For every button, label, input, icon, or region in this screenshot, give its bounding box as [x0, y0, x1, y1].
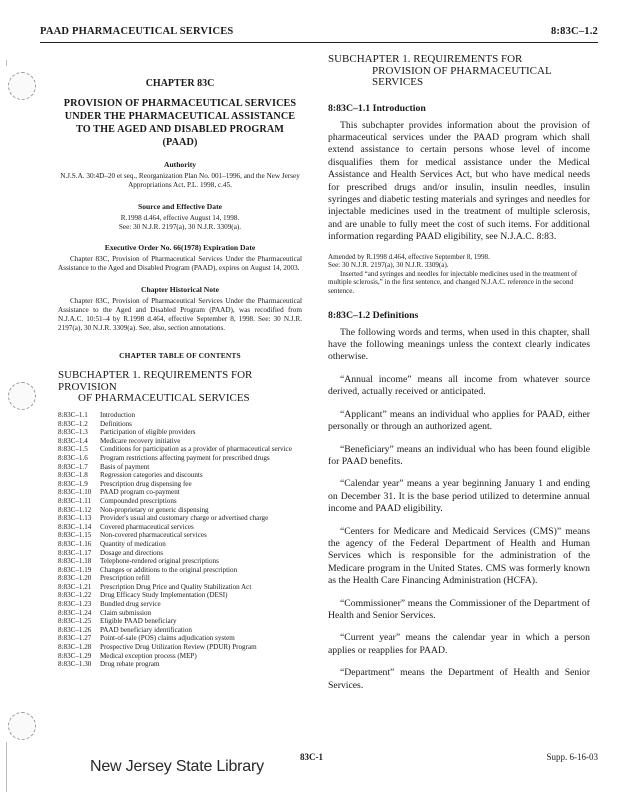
toc-item-title: Medicare recovery initiative: [100, 436, 181, 445]
toc-item: [58, 549, 302, 558]
toc-item: [58, 574, 302, 583]
toc-item-number: 8:83C–1.7: [58, 462, 88, 471]
toc-item: [58, 531, 302, 540]
toc-item-title: Drug Efficacy Study Implementation (DESI): [100, 591, 228, 600]
toc-item: [58, 488, 302, 497]
punch-hole-icon: [8, 72, 36, 100]
toc-item: [58, 437, 302, 446]
toc-item-title: Participation of eligible providers: [100, 428, 196, 437]
toc-item-title: Medical exception process (MEP): [100, 651, 197, 660]
toc-item-number: 8:83C–1.23: [58, 600, 92, 609]
toc-item-number: 8:83C–1.10: [58, 488, 92, 497]
punch-hole-icon: [8, 712, 36, 740]
toc-item: [58, 420, 302, 429]
source-line: R.1998 d.464, effective August 14, 1998.: [120, 213, 240, 222]
executive-order-heading: Executive Order No. 66(1978) Expiration Date: [104, 243, 256, 253]
toc-item-number: 8:83C–1.24: [58, 608, 92, 617]
definition-paragraph: “Beneficiary” means an individual who has been found eligible for PAAD benefits.: [328, 443, 590, 467]
header-title: PAAD PHARMACEUTICAL SERVICES: [40, 26, 234, 37]
toc-item-title: Eligible PAAD beneficiary: [100, 617, 177, 626]
toc-item: [58, 523, 302, 532]
toc-item-number: 8:83C–1.13: [58, 514, 92, 523]
toc-item-title: Compounded prescriptions: [100, 496, 177, 505]
authority-text: N.J.S.A. 30:4D–20 et seq., Reorganization Plan No. 001–1996, and the New Jersey Appropriations Act, P.L. 1998, c.45.: [60, 172, 300, 190]
toc-item-number: 8:83C–1.25: [58, 617, 92, 626]
toc-item-number: 8:83C–1.18: [58, 557, 92, 566]
history-heading: Chapter Historical Note: [141, 284, 219, 294]
toc-item: [58, 566, 302, 575]
toc-subchapter-line: SUBCHAPTER 1. REQUIREMENTS FOR PROVISION: [58, 369, 253, 393]
executive-order-text: Chapter 83C, Provision of Pharmaceutical Services Under the Pharmaceutical Assistance to the Aged and Disabled Program (PAAD), expires on August 14, 2003.: [58, 255, 302, 273]
toc-item: [58, 609, 302, 618]
toc-item-title: Point-of-sale (POS) claims adjudication system: [100, 634, 235, 643]
toc-subchapter-line: OF PHARMACEUTICAL SERVICES: [78, 392, 250, 405]
toc-item-title: Conditions for participation as a provider of pharmaceutical service: [100, 445, 292, 454]
toc-item-number: 8:83C–1.28: [58, 643, 92, 652]
toc-item-title: Prescription Drug Price and Quality Stabilization Act: [100, 582, 252, 591]
toc-item-number: 8:83C–1.20: [58, 574, 92, 583]
supplement-date: Supp. 6-16-03: [546, 752, 598, 762]
toc-item-number: 8:83C–1.5: [58, 445, 88, 454]
toc-item: [58, 463, 302, 472]
definition-paragraph: “Applicant” means an individual who applies for PAAD, either personally or through an authorized agent.: [328, 408, 590, 433]
toc-item-number: 8:83C–1.12: [58, 505, 92, 514]
toc-item-number: 8:83C–1.1: [58, 411, 88, 420]
toc-item: [58, 660, 302, 669]
toc-item-title: Telephone-rendered original prescriptions: [100, 557, 219, 566]
toc-item-title: Introduction: [100, 411, 136, 420]
right-column: [328, 54, 590, 692]
toc-item-number: 8:83C–1.2: [58, 419, 88, 428]
toc-item: [58, 411, 302, 420]
toc-item-title: Prospective Drug Utilization Review (PDUR) Program: [100, 643, 257, 652]
history-text: Chapter 83C, Provision of Pharmaceutical Services Under the Pharmaceutical Assistance to the Aged and Disabled Program (PAAD), was recodified from N.J.A.C. 10:51–4 by R.1998 d.464, effective September 8, 1998. See: 30 N.J.R. 2197(a), 30 N.J.R. 3309(a). See, also, section annotations.: [58, 296, 302, 333]
definition-paragraph: “Annual income” means all income from whatever source derived, actually received or anticipated.: [328, 373, 590, 398]
toc-item: [58, 626, 302, 635]
section-heading-definitions: 8:83C–1.2 Definitions: [328, 309, 419, 321]
definitions-list: [328, 374, 590, 692]
toc-item-number: 8:83C–1.19: [58, 565, 92, 574]
definitions-intro: The following words and terms, when used in this chapter, shall have the following meanings unless the context clearly indicates otherwise.: [328, 326, 590, 363]
toc-item-title: Non-covered pharmaceutical services: [100, 531, 207, 540]
toc-item-number: 8:83C–1.16: [58, 539, 92, 548]
toc-item: [58, 428, 302, 437]
toc-item-number: 8:83C–1.17: [58, 548, 92, 557]
toc-item: [58, 471, 302, 480]
toc-item-number: 8:83C–1.6: [58, 453, 88, 462]
toc-item: [58, 583, 302, 592]
amendment-line: Amended by R.1998 d.464, effective September 8, 1998.: [328, 252, 490, 261]
toc-item-number: 8:83C–1.30: [58, 660, 92, 669]
toc-item-number: 8:83C–1.14: [58, 522, 92, 531]
toc-item-title: Regression categories and discounts: [100, 471, 203, 480]
toc-item-number: 8:83C–1.15: [58, 531, 92, 540]
toc-item-title: Definitions: [100, 419, 132, 428]
toc-subchapter-title: [58, 370, 302, 405]
header-section-number: 8:83C–1.2: [550, 26, 598, 37]
toc-item-title: Covered pharmaceutical services: [100, 522, 194, 531]
toc-item-title: Changes or additions to the original prescription: [100, 565, 238, 574]
subchapter-line: SUBCHAPTER 1. REQUIREMENTS FOR: [328, 53, 523, 65]
toc-item-number: 8:83C–1.26: [58, 625, 92, 634]
toc-list: [58, 411, 302, 669]
toc-item: [58, 454, 302, 463]
left-column: [58, 54, 302, 669]
toc-item-number: 8:83C–1.22: [58, 591, 92, 600]
toc-item: [58, 591, 302, 600]
amendment-note: [328, 253, 590, 296]
toc-item-number: 8:83C–1.3: [58, 428, 88, 437]
definition-paragraph: “Current year” means the calendar year in which a person applies or reapplies for PAAD.: [328, 632, 590, 656]
toc-item-number: 8:83C–1.21: [58, 582, 92, 591]
toc-item-number: 8:83C–1.4: [58, 436, 88, 445]
toc-item: [58, 506, 302, 515]
toc-item-title: Non-proprietary or generic dispensing: [100, 505, 209, 514]
amendment-line: Inserted “and syringes and needles for injectable medicines used in the treatment of multiple sclerosis,” in the first sentence, and changed N.J.A.C. reference in the second sentence.: [328, 269, 578, 296]
toc-item-title: Quantity of medication: [100, 539, 166, 548]
definition-paragraph: “Calendar year” means a year beginning January 1 and ending on December 31. It is the base period utilized to determine annual income and PAAD eligibility.: [328, 478, 590, 515]
toc-heading: CHAPTER TABLE OF CONTENTS: [119, 351, 241, 361]
section-heading-introduction: 8:83C–1.1 Introduction: [328, 102, 426, 114]
header-rule: [40, 42, 598, 43]
subchapter-line: SERVICES: [372, 76, 424, 89]
toc-item: [58, 652, 302, 661]
toc-item: [58, 497, 302, 506]
toc-item-number: 8:83C–1.11: [58, 496, 92, 505]
toc-item: [58, 445, 302, 454]
toc-item-title: PAAD program co-payment: [100, 488, 180, 497]
toc-item: [58, 617, 302, 626]
library-watermark: New Jersey State Library: [90, 758, 264, 775]
authority-heading: Authority: [163, 160, 197, 170]
toc-item-title: Program restrictions affecting payment for prescribed drugs: [100, 453, 270, 462]
chapter-label: CHAPTER 83C: [145, 78, 215, 89]
toc-item-title: Prescription drug dispensing fee: [100, 479, 192, 488]
introduction-text: This subchapter provides information about the provision of pharmaceutical services under the PAAD program which shall extend assistance to certain persons whose level of income disqualifies them for medical assistance under the Medical Assistance and Health Services Act, but who have medical needs for prescribed drugs and/or insulin, insulin needles, insulin syringes and diabetic testing materials and syringes and needles for injectable medicines used in the treatment of multiple sclerosis, and are unable to fully meet the cost of such items. For additional information regarding PAAD eligibility, see N.J.A.C. 8:83.: [328, 119, 590, 243]
toc-item: [58, 480, 302, 489]
source-line: See: 30 N.J.R. 2197(a), 30 N.J.R. 3309(a).: [118, 222, 242, 231]
subchapter-line: PROVISION OF PHARMACEUTICAL: [372, 64, 552, 77]
toc-item-title: Prescription refill: [100, 574, 150, 583]
toc-item: [58, 600, 302, 609]
toc-item-number: 8:83C–1.8: [58, 471, 88, 480]
toc-item: [58, 540, 302, 549]
punch-hole-icon: [8, 382, 36, 410]
amendment-line: See: 30 N.J.R. 2197(a), 30 N.J.R. 3309(a).: [328, 261, 449, 270]
definition-paragraph: “Commissioner” means the Commissioner of the Department of Health and Senior Services.: [328, 597, 590, 621]
toc-item-title: Basis of payment: [100, 462, 150, 471]
definition-paragraph: “Centers for Medicare and Medicaid Services (CMS)” means the agency of the Federal Department of Health and Human Services which is responsible for the administration of the Medicare program in the United States. CMS was formerly known as the Health Care Financing Administration (HCFA).: [328, 525, 590, 587]
toc-item-title: Drug rebate program: [100, 660, 160, 669]
definition-paragraph: “Department” means the Department of Health and Senior Services.: [328, 667, 590, 691]
toc-item-title: Provider's usual and customary charge or advertised charge: [100, 514, 269, 523]
toc-item-title: Claim submission: [100, 608, 152, 617]
toc-item-title: PAAD beneficiary identification: [100, 625, 192, 634]
toc-item-title: Dosage and directions: [100, 548, 164, 557]
toc-item-number: 8:83C–1.27: [58, 634, 92, 643]
running-header: [40, 26, 598, 42]
chapter-title: PROVISION OF PHARMACEUTICAL SERVICES UNDER THE PHARMACEUTICAL ASSISTANCE TO THE AGED AND DISABLED PROGRAM (PAAD): [63, 98, 297, 149]
page-number: 83C-1: [300, 752, 323, 762]
toc-item-title: Bundled drug service: [100, 600, 161, 609]
margin-mark: [6, 60, 7, 66]
toc-item-number: 8:83C–1.9: [58, 479, 88, 488]
source-heading: Source and Effective Date: [137, 201, 222, 211]
toc-item: [58, 634, 302, 643]
toc-item-number: 8:83C–1.29: [58, 651, 92, 660]
toc-item: [58, 557, 302, 566]
margin-mark: [6, 742, 7, 792]
toc-item: [58, 514, 302, 523]
toc-item: [58, 643, 302, 652]
subchapter-title: [328, 54, 590, 89]
